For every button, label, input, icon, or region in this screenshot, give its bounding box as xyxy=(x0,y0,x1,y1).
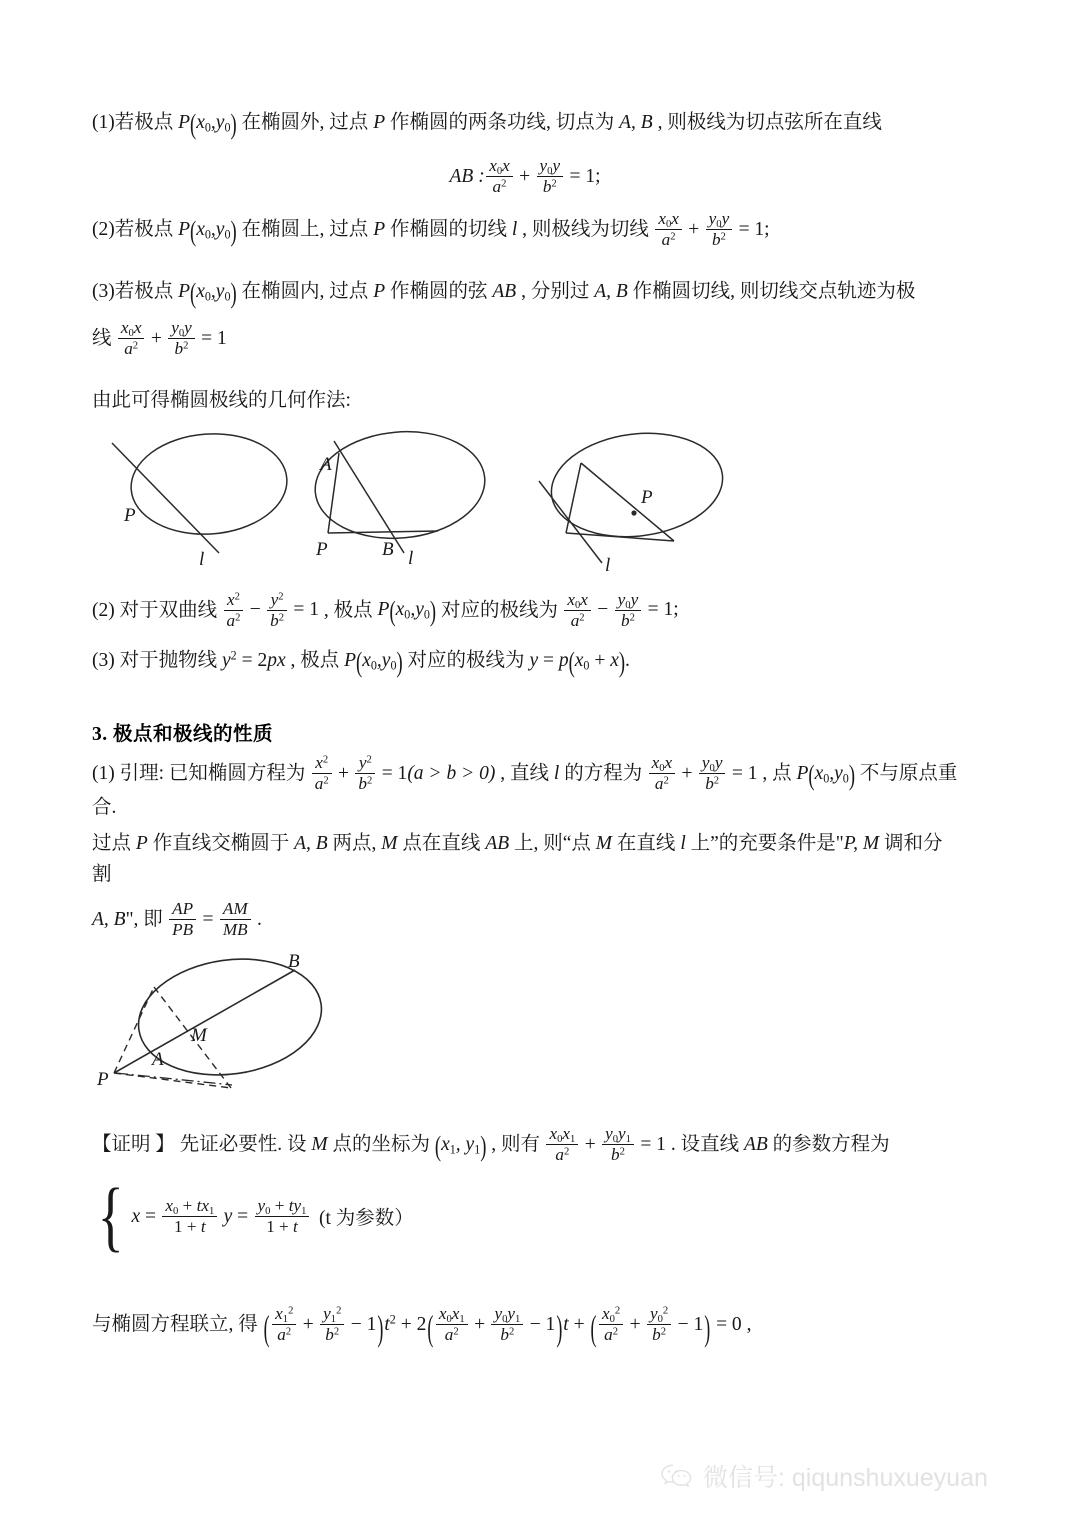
l2d: 点在直线 xyxy=(397,833,486,855)
lemma-line-2 xyxy=(92,829,958,889)
lemma-mid: , 直线 xyxy=(495,763,554,785)
fig3-label-P: P xyxy=(641,486,653,508)
l3c: . xyxy=(252,908,262,930)
final-prefix: 与椭圆方程联立, 得 xyxy=(92,1313,263,1335)
fig3-seg-a xyxy=(566,463,581,533)
fig3-label-l: l xyxy=(605,554,611,573)
construction-note: 由此可得椭圆极线的几何作法: xyxy=(92,390,351,412)
proof-M-on-polar-equation: $\frac{x_0x_1}{a^2}$ + $\frac{y_0y_1}{b^2}$ = 1 xyxy=(545,1134,666,1155)
parametric-equations-system xyxy=(92,1171,414,1259)
wechat-eye-small-right xyxy=(684,1475,686,1477)
l2-PM: P, M xyxy=(843,833,880,855)
l2-AB2: AB xyxy=(485,833,510,855)
harmonic-ratio-equation: $\frac{AP}{PB}$ = $\frac{AM}{MB}$ xyxy=(168,909,253,930)
lemma-ellipse-equation: $\frac{x^2}{a^2}$ + $\frac{y^2}{b^2}$ = 1 xyxy=(310,763,407,784)
fig4-label-M: M xyxy=(191,1024,207,1046)
l2g: 上”的充要条件是" xyxy=(685,833,844,855)
ellipse-3 xyxy=(545,423,728,545)
ellipse-case-3-text xyxy=(92,277,958,310)
parabola-suffix: . xyxy=(625,649,630,671)
l2-P: P xyxy=(135,833,148,855)
proof-1b: 点的坐标为 xyxy=(327,1133,435,1155)
fig3-point-dot xyxy=(631,510,636,515)
fig3-polar-line xyxy=(539,481,602,563)
l2-l: l xyxy=(680,833,686,855)
case1-mid: 在椭圆外, 过点 xyxy=(236,112,374,133)
case3-P-2: P xyxy=(373,280,386,302)
parameter-note: (t 为参数） xyxy=(318,1208,414,1230)
parabola-polar: $y = p(x_0 + x)$ xyxy=(529,646,626,679)
case1-P-2: P xyxy=(373,112,386,133)
section-heading-properties: 3. 极点和极线的性质 xyxy=(92,724,274,746)
case2-equation: $\frac{x_0x}{a^2}$ + $\frac{y_0y}{b^2}$ = 1; xyxy=(654,219,770,240)
proof-tag: 【证明 】 xyxy=(92,1133,175,1155)
tangent-line-1 xyxy=(112,443,219,553)
ellipse-case-2-text xyxy=(92,210,958,249)
case2-prefix: (2)若极点 xyxy=(92,218,179,240)
proof-line-1 xyxy=(92,1125,958,1164)
fig4-label-B: B xyxy=(288,950,300,972)
hyperbola-case-text xyxy=(92,591,958,630)
l2e: 上, 则“点 xyxy=(509,833,596,855)
case1-mid3: , 则极线为切点弦所在直线 xyxy=(652,112,882,133)
footer-text: 微信号: qiqunshuxueyuan xyxy=(703,1464,988,1492)
fig2-label-P: P xyxy=(316,538,328,560)
equation-label-AB: AB : xyxy=(449,165,485,187)
wechat-eye-right xyxy=(675,1470,677,1472)
harmonic-division-svg xyxy=(92,945,412,1105)
l2f: 在直线 xyxy=(612,833,681,855)
case2-point-P: $P(x_0,y_0)$ xyxy=(178,215,237,248)
fig4-label-P: P xyxy=(97,1068,109,1090)
l2-M: M xyxy=(381,833,398,855)
parabola-case-text xyxy=(92,646,958,679)
system-brace: { xyxy=(97,1171,124,1259)
case3-tangent-points: A, B xyxy=(594,280,628,302)
proof-1d: . 设直线 xyxy=(665,1133,744,1155)
polar-line-equation: $\frac{x_0x}{a^2}$ + $\frac{y_0y}{b^2}$ = 1; xyxy=(485,166,601,187)
proof-AB: AB xyxy=(743,1133,768,1155)
case1-prefix: (1)若极点 xyxy=(92,112,179,133)
footer-watermark xyxy=(660,1458,988,1494)
l2h: 调和分割 xyxy=(92,833,943,885)
hyperbola-polar: $\frac{x_0x}{a^2}$ − $\frac{y_0y}{b^2}$ = 1; xyxy=(563,599,679,620)
ellipse-2 xyxy=(311,424,490,544)
proof-1e: 的参数方程为 xyxy=(767,1133,890,1155)
case1-point-P: $P(x_0,y_0)$ xyxy=(178,108,237,142)
lemma-line-3 xyxy=(92,900,958,939)
param-equation-y: y = $\frac{y_0 + ty_1}{1 + t}$ xyxy=(224,1201,311,1232)
l3b: ", 即 xyxy=(125,908,168,930)
l2a: 过点 xyxy=(92,833,136,855)
proof-1c: , 则有 xyxy=(486,1133,545,1155)
case3-chord-AB: AB xyxy=(492,280,517,302)
lemma-point-P: $P(x_0,y_0)$ xyxy=(796,759,856,793)
case2-P-2: P xyxy=(373,218,386,240)
wechat-icon xyxy=(660,1462,694,1490)
hyperbola-prefix: (2) 对于双曲线 xyxy=(92,599,222,621)
case3-line-prefix: 线 xyxy=(92,328,117,350)
proof-final-equation-line xyxy=(92,1303,958,1349)
case3-polar-equation: $\frac{x_0x}{a^2}$ + $\frac{y_0y}{b^2}$ = 1 xyxy=(116,328,226,349)
case1-mid2: 作椭圆的两条功线, 切点为 xyxy=(385,112,620,133)
case3-point-P: $P(x_0,y_0)$ xyxy=(178,277,237,310)
l2b: 作直线交椭圆于 xyxy=(147,833,295,855)
lemma-polar-equation: $\frac{x_0x}{a^2}$ + $\frac{y_0y}{b^2}$ = 1 xyxy=(647,763,757,784)
proof-M: M xyxy=(311,1133,328,1155)
param-equation-x: x = $\frac{x_0 + tx_1}{1 + t}$ xyxy=(131,1201,218,1232)
figure-row-1 xyxy=(92,423,958,573)
l2-AB: A, B xyxy=(294,833,328,855)
case2-mid2: 作椭圆的切线 xyxy=(385,218,512,240)
fig2-label-A: A xyxy=(320,453,332,475)
case2-mid: 在椭圆上, 过点 xyxy=(236,218,374,240)
ellipse-constructions-svg xyxy=(92,423,792,573)
fig1-label-P: P xyxy=(124,504,136,526)
hyperbola-point-P: $P(x_0,y_0)$ xyxy=(377,596,437,629)
proof-1a: 先证必要性. 设 xyxy=(174,1133,312,1155)
wechat-eye-left xyxy=(668,1470,670,1472)
l3-AB: A, B xyxy=(92,908,126,930)
wechat-eye-small-left xyxy=(678,1475,680,1477)
case2-mid3: , 则极线为切线 xyxy=(517,218,654,240)
fig2-label-B: B xyxy=(382,538,394,560)
l2-M2: M xyxy=(595,833,613,855)
fig2-tangent-b xyxy=(328,531,438,533)
proof-coords: ($x_1$, $y_1$) xyxy=(434,1130,487,1164)
hyperbola-mid2: 对应的极线为 xyxy=(436,599,563,621)
system-rows xyxy=(131,1197,311,1236)
fig4-label-A: A xyxy=(152,1048,164,1070)
ellipse-case-3-equation-line xyxy=(92,319,958,358)
case3-mid2: 作椭圆的弦 xyxy=(385,280,493,302)
hyperbola-equation: $\frac{x^2}{a^2}$ − $\frac{y^2}{b^2}$ = 1 xyxy=(222,599,319,620)
case2-line-l: l xyxy=(511,218,518,240)
lemma-line-1 xyxy=(92,754,958,823)
quadratic-in-t: ( $\frac{x_1^2}{a^2}$ + $\frac{y_1^2}{b^2}$ − $1)t^2 + 2$( $\frac{x_0x_1}{a^2}$ + $\frac{y_0y_1}{b^2}$ − 1)t + ( $\frac{x_0^2}{a^2}$ + $\frac{y_0^2}{b^2}$ − 1) = 0 xyxy=(263,1303,742,1349)
lemma-mid4: 不与原点重合. xyxy=(92,763,958,819)
hyperbola-mid: , 极点 xyxy=(319,599,378,621)
final-suffix: , xyxy=(741,1313,752,1335)
case3-mid4: 作椭圆切线, 则切线交点轨迹为极 xyxy=(627,280,916,302)
parabola-mid: , 极点 xyxy=(285,649,345,671)
l2c: 两点, xyxy=(327,833,382,855)
lemma-prefix: (1) 引理: 已知椭圆方程为 xyxy=(92,763,311,785)
lemma-condition: (a > b > 0) xyxy=(407,763,496,785)
parabola-equation: $y^2 = 2px$ xyxy=(222,648,286,671)
fig1-label-l: l xyxy=(199,548,205,570)
figure-row-2 xyxy=(92,945,958,1105)
case3-mid: 在椭圆内, 过点 xyxy=(236,280,374,302)
fig2-label-l: l xyxy=(408,547,414,569)
ellipse-case-1-text xyxy=(92,108,958,141)
case1-tangent-points: A, B xyxy=(619,112,653,133)
case3-prefix: (3)若极点 xyxy=(92,280,179,302)
ellipse-case-1-equation xyxy=(92,157,958,196)
parabola-point-P: $P(x_0,y_0)$ xyxy=(344,646,403,679)
lemma-mid3: , 点 xyxy=(757,763,797,785)
document-content xyxy=(92,108,958,1350)
parabola-mid2: 对应的极线为 xyxy=(402,649,530,671)
case3-mid3: , 分别过 xyxy=(516,280,595,302)
parabola-prefix: (3) 对于抛物线 xyxy=(92,649,222,671)
lemma-line-label: l xyxy=(553,763,560,785)
secant-line-PAB xyxy=(114,970,295,1073)
fig3-chord xyxy=(581,463,674,541)
lemma-mid2: 的方程为 xyxy=(559,763,648,785)
